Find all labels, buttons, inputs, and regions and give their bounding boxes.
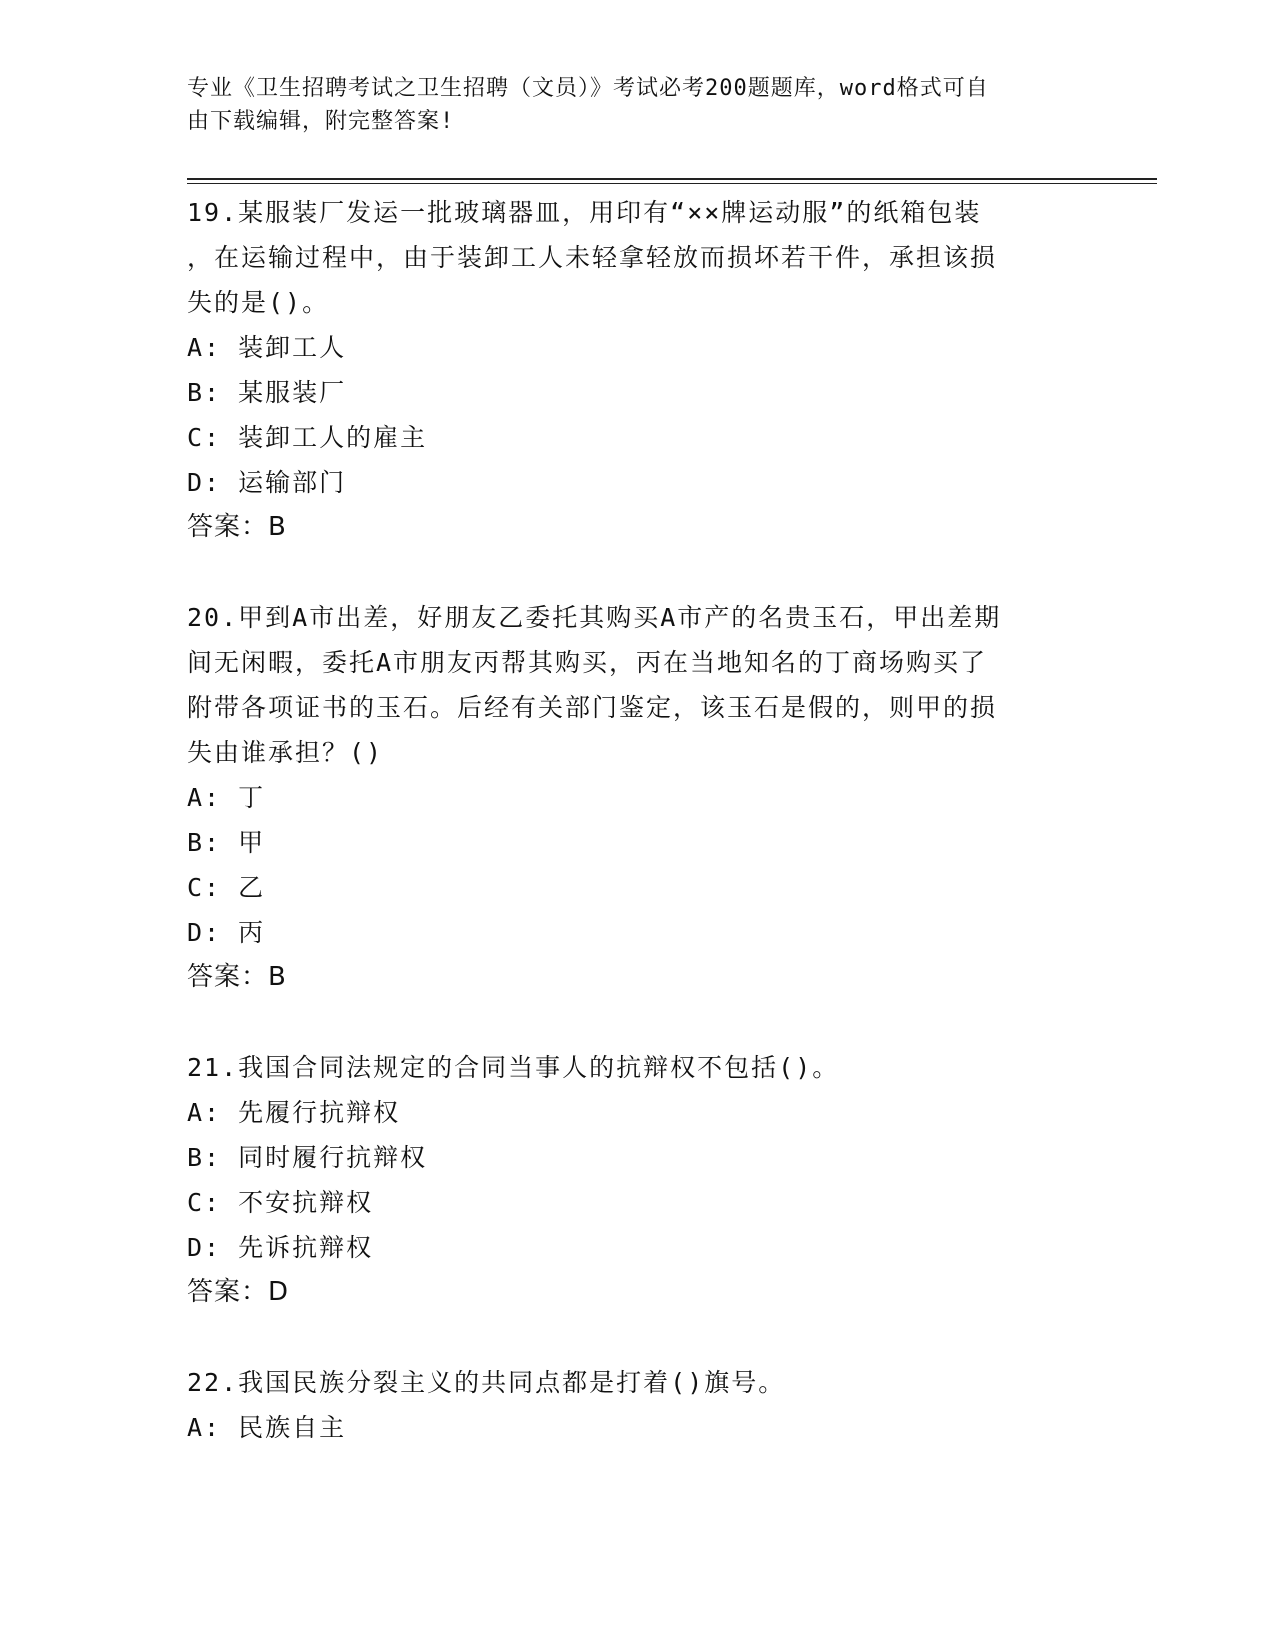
- question-text: 附带各项证书的玉石。后经有关部门鉴定，该玉石是假的，则甲的损: [187, 693, 998, 722]
- option-a: A: 先履行抗辩权: [187, 1098, 401, 1127]
- question-text: ，在运输过程中，由于装卸工人未轻拿轻放而损坏若干件，承担该损: [187, 243, 998, 272]
- spacer: [187, 550, 1087, 595]
- question-text: 22.我国民族分裂主义的共同点都是打着()旗号。: [187, 1368, 786, 1397]
- question-20: [187, 595, 1087, 1000]
- header-rule-thin: [187, 183, 1157, 184]
- option-c: C: 乙: [187, 873, 266, 902]
- option-c: C: 装卸工人的雇主: [187, 423, 428, 452]
- question-22: [187, 1360, 1087, 1450]
- question-text: 间无闲暇，委托A市朋友丙帮其购买，丙在当地知名的丁商场购买了: [187, 648, 988, 677]
- question-text: 21.我国合同法规定的合同当事人的抗辩权不包括()。: [187, 1053, 840, 1082]
- option-d: D: 运输部门: [187, 468, 347, 497]
- answer: 答案：B: [187, 512, 287, 542]
- answer: 答案：B: [187, 962, 287, 992]
- document-header: [187, 72, 1087, 138]
- option-b: B: 同时履行抗辩权: [187, 1143, 428, 1172]
- header-line-1: 专业《卫生招聘考试之卫生招聘（文员）》考试必考200题题库，word格式可自: [187, 76, 989, 101]
- option-b: B: 甲: [187, 828, 266, 857]
- header-rule-thick: [187, 178, 1157, 180]
- option-d: D: 先诉抗辩权: [187, 1233, 374, 1262]
- option-a: A: 装卸工人: [187, 333, 347, 362]
- spacer: [187, 1000, 1087, 1045]
- option-d: D: 丙: [187, 918, 266, 947]
- question-text: 20.甲到A市出差，好朋友乙委托其购买A市产的名贵玉石，甲出差期: [187, 603, 1002, 632]
- question-list: [187, 190, 1087, 1450]
- question-21: [187, 1045, 1087, 1315]
- option-a: A: 民族自主: [187, 1413, 347, 1442]
- question-text: 失由谁承担？(): [187, 738, 384, 767]
- spacer: [187, 1315, 1087, 1360]
- question-text: 失的是()。: [187, 288, 330, 317]
- header-line-2: 由下载编辑，附完整答案!: [187, 109, 455, 134]
- answer: 答案：D: [187, 1277, 290, 1307]
- question-text: 19.某服装厂发运一批玻璃器皿，用印有“××牌运动服”的纸箱包装: [187, 198, 982, 227]
- option-c: C: 不安抗辩权: [187, 1188, 374, 1217]
- option-b: B: 某服装厂: [187, 378, 347, 407]
- question-19: [187, 190, 1087, 550]
- option-a: A: 丁: [187, 783, 266, 812]
